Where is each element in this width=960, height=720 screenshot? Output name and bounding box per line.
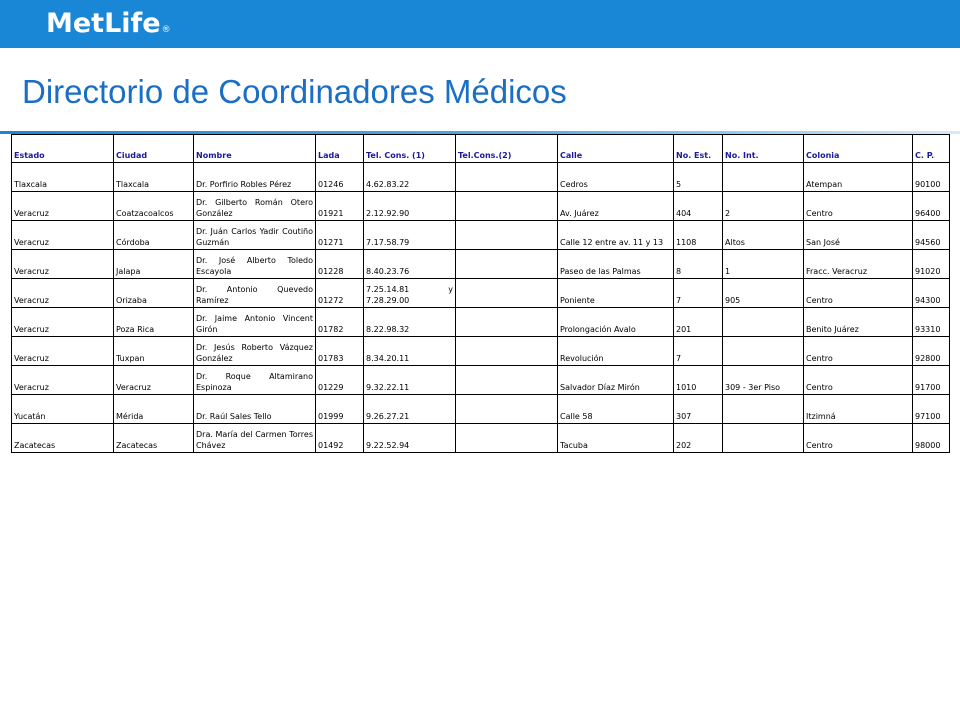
column-header: Colonia	[804, 135, 913, 163]
page-title: Directorio de Coordinadores Médicos	[22, 73, 567, 110]
column-header: No. Est.	[674, 135, 723, 163]
cell-tel1: 9.26.27.21	[364, 395, 456, 424]
cell-calle: Tacuba	[558, 424, 674, 453]
cell-tel1: 7.25.14.81 y 7.28.29.00	[364, 279, 456, 308]
cell-no-est: 404	[674, 192, 723, 221]
cell-no-est: 307	[674, 395, 723, 424]
cell-cp: 94300	[913, 279, 950, 308]
cell-tel2	[456, 366, 558, 395]
cell-no-int	[723, 395, 804, 424]
cell-calle: Calle 12 entre av. 11 y 13	[558, 221, 674, 250]
cell-ciudad: Zacatecas	[114, 424, 194, 453]
column-header: C. P.	[913, 135, 950, 163]
cell-no-est: 1010	[674, 366, 723, 395]
cell-tel2	[456, 395, 558, 424]
cell-ciudad: Orizaba	[114, 279, 194, 308]
cell-tel2	[456, 279, 558, 308]
cell-ciudad: Tlaxcala	[114, 163, 194, 192]
cell-no-est: 202	[674, 424, 723, 453]
cell-colonia: Centro	[804, 424, 913, 453]
cell-nombre: Dr. Jesús Roberto Vázquez González	[194, 337, 316, 366]
registered-mark: ®	[161, 25, 171, 35]
cell-lada: 01272	[316, 279, 364, 308]
cell-no-est: 8	[674, 250, 723, 279]
cell-colonia: Centro	[804, 366, 913, 395]
cell-estado: Veracruz	[12, 250, 114, 279]
cell-cp: 97100	[913, 395, 950, 424]
cell-cp: 91700	[913, 366, 950, 395]
cell-ciudad: Poza Rica	[114, 308, 194, 337]
cell-calle: Poniente	[558, 279, 674, 308]
table-row	[12, 250, 950, 279]
cell-lada: 01246	[316, 163, 364, 192]
cell-estado: Veracruz	[12, 337, 114, 366]
cell-tel1: 9.32.22.11	[364, 366, 456, 395]
cell-lada: 01492	[316, 424, 364, 453]
column-header: Lada	[316, 135, 364, 163]
cell-tel2	[456, 192, 558, 221]
cell-no-est: 5	[674, 163, 723, 192]
cell-tel1: 4.62.83.22	[364, 163, 456, 192]
cell-nombre: Dr. Antonio Quevedo Ramírez	[194, 279, 316, 308]
cell-nombre: Dr. Jaime Antonio Vincent Girón	[194, 308, 316, 337]
cell-tel1: 2.12.92.90	[364, 192, 456, 221]
cell-estado: Veracruz	[12, 192, 114, 221]
cell-tel2	[456, 424, 558, 453]
cell-no-int	[723, 163, 804, 192]
cell-calle: Cedros	[558, 163, 674, 192]
cell-ciudad: Coatzacoalcos	[114, 192, 194, 221]
cell-ciudad: Tuxpan	[114, 337, 194, 366]
cell-nombre: Dr. Gilberto Román Otero González	[194, 192, 316, 221]
cell-ciudad: Jalapa	[114, 250, 194, 279]
table-header-row	[12, 135, 950, 163]
column-header: Calle	[558, 135, 674, 163]
cell-calle: Salvador Díaz Mirón	[558, 366, 674, 395]
cell-calle: Paseo de las Palmas	[558, 250, 674, 279]
table-row	[12, 424, 950, 453]
cell-tel1: 8.40.23.76	[364, 250, 456, 279]
cell-nombre: Dr. Porfirio Robles Pérez	[194, 163, 316, 192]
cell-calle: Revolución	[558, 337, 674, 366]
table-row	[12, 221, 950, 250]
cell-cp: 90100	[913, 163, 950, 192]
cell-calle: Calle 58	[558, 395, 674, 424]
column-header: Ciudad	[114, 135, 194, 163]
cell-colonia: Atempan	[804, 163, 913, 192]
cell-no-int: Altos	[723, 221, 804, 250]
cell-estado: Tlaxcala	[12, 163, 114, 192]
cell-estado: Veracruz	[12, 279, 114, 308]
metlife-logo	[46, 6, 171, 42]
cell-tel1: 8.22.98.32	[364, 308, 456, 337]
cell-tel2	[456, 250, 558, 279]
column-header: No. Int.	[723, 135, 804, 163]
cell-cp: 94560	[913, 221, 950, 250]
cell-tel2	[456, 163, 558, 192]
cell-lada: 01782	[316, 308, 364, 337]
column-header: Tel. Cons. (1)	[364, 135, 456, 163]
logo-text: MetLife	[46, 8, 161, 39]
cell-nombre: Dr. Juán Carlos Yadir Coutiño Guzmán	[194, 221, 316, 250]
table-row	[12, 366, 950, 395]
cell-tel1: 8.34.20.11	[364, 337, 456, 366]
cell-nombre: Dr. Raúl Sales Tello	[194, 395, 316, 424]
cell-nombre: Dra. María del Carmen Torres Chávez	[194, 424, 316, 453]
cell-cp: 91020	[913, 250, 950, 279]
cell-no-int: 905	[723, 279, 804, 308]
cell-ciudad: Córdoba	[114, 221, 194, 250]
cell-colonia: Centro	[804, 337, 913, 366]
cell-colonia: Benito Juárez	[804, 308, 913, 337]
cell-colonia: San José	[804, 221, 913, 250]
cell-estado: Veracruz	[12, 308, 114, 337]
table-row	[12, 192, 950, 221]
cell-lada: 01228	[316, 250, 364, 279]
cell-tel2	[456, 337, 558, 366]
cell-calle: Prolongación Avalo	[558, 308, 674, 337]
cell-estado: Yucatán	[12, 395, 114, 424]
cell-no-int	[723, 337, 804, 366]
cell-estado: Veracruz	[12, 366, 114, 395]
cell-nombre: Dr. José Alberto Toledo Escayola	[194, 250, 316, 279]
cell-no-int	[723, 424, 804, 453]
coordinators-table	[11, 134, 950, 453]
cell-no-int: 2	[723, 192, 804, 221]
table-row	[12, 395, 950, 424]
cell-no-est: 201	[674, 308, 723, 337]
cell-ciudad: Mérida	[114, 395, 194, 424]
cell-estado: Veracruz	[12, 221, 114, 250]
table-row	[12, 337, 950, 366]
cell-nombre: Dr. Roque Altamirano Espinoza	[194, 366, 316, 395]
table-row	[12, 308, 950, 337]
cell-colonia: Centro	[804, 279, 913, 308]
cell-lada: 01229	[316, 366, 364, 395]
cell-lada: 01921	[316, 192, 364, 221]
cell-no-int	[723, 308, 804, 337]
cell-cp: 96400	[913, 192, 950, 221]
table-row	[12, 279, 950, 308]
cell-cp: 93310	[913, 308, 950, 337]
cell-no-est: 1108	[674, 221, 723, 250]
cell-no-int: 309 - 3er Piso	[723, 366, 804, 395]
table-row	[12, 163, 950, 192]
cell-no-int: 1	[723, 250, 804, 279]
cell-colonia: Centro	[804, 192, 913, 221]
cell-cp: 98000	[913, 424, 950, 453]
cell-ciudad: Veracruz	[114, 366, 194, 395]
cell-tel2	[456, 308, 558, 337]
cell-no-est: 7	[674, 337, 723, 366]
cell-calle: Av. Juárez	[558, 192, 674, 221]
cell-cp: 92800	[913, 337, 950, 366]
column-header: Tel.Cons.(2)	[456, 135, 558, 163]
cell-tel1: 9.22.52.94	[364, 424, 456, 453]
column-header: Nombre	[194, 135, 316, 163]
cell-colonia: Itzimná	[804, 395, 913, 424]
cell-no-est: 7	[674, 279, 723, 308]
header-bar	[0, 0, 960, 48]
cell-tel2	[456, 221, 558, 250]
cell-lada: 01783	[316, 337, 364, 366]
cell-tel1: 7.17.58.79	[364, 221, 456, 250]
cell-lada: 01999	[316, 395, 364, 424]
column-header: Estado	[12, 135, 114, 163]
cell-colonia: Fracc. Veracruz	[804, 250, 913, 279]
cell-estado: Zacatecas	[12, 424, 114, 453]
cell-lada: 01271	[316, 221, 364, 250]
